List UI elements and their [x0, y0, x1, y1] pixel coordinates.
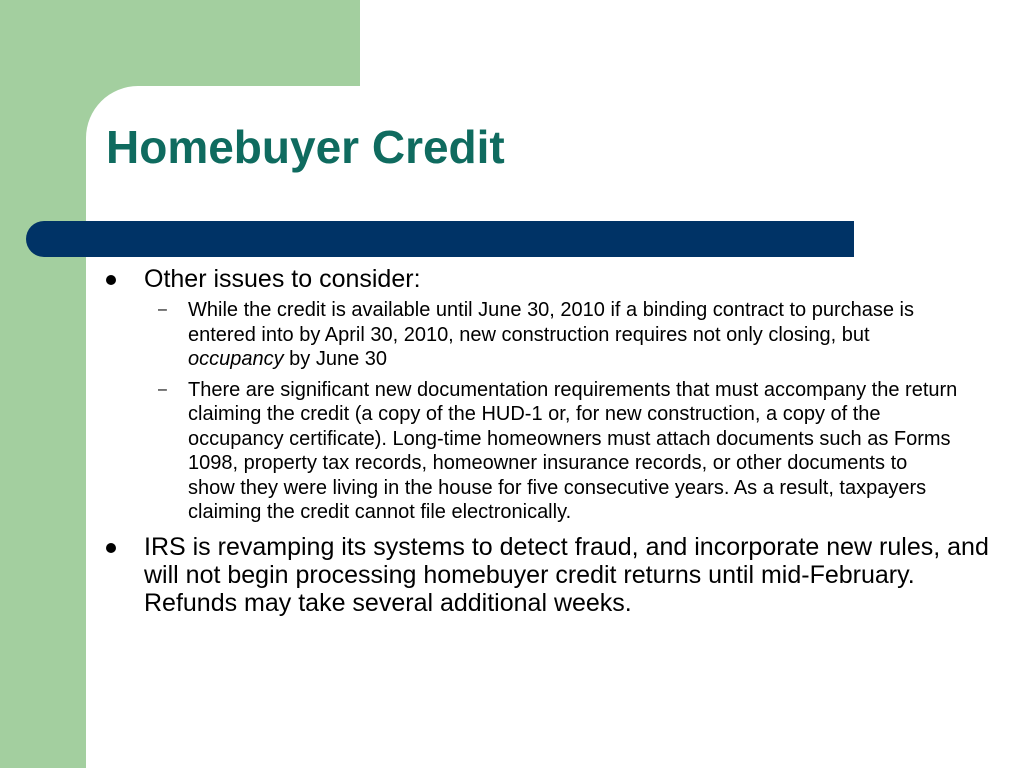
- title-accent-bar: [26, 221, 854, 257]
- emphasized-word: occupancy: [188, 348, 284, 370]
- slide-title: Homebuyer Credit: [106, 121, 505, 173]
- bullet-item-1: [106, 265, 1006, 293]
- sub-bullet-text: There are significant new documentation requirements that must accompany the return claiming the credit (a copy of the HUD-1 or, for new construction, a copy of the occupancy certificate). Long-time homeowners must attach documents such as Forms 1098, property tax records, homeowner insurance records, or other documents to show they were living in the house for five consecutive years. As a result, taxpayers claiming the credit cannot file electronically.: [188, 378, 958, 523]
- bullet-dot-icon: [106, 275, 116, 285]
- sub-bullet-text-start: While the credit is available until June 30, 2010 if a binding contract to purchase is entered into by April 30, 2010, new construction requires not only closing, but: [188, 299, 914, 346]
- sub-bullet-text-end: by June 30: [283, 348, 388, 370]
- bullet-text: IRS is revamping its systems to detect fraud, and incorporate new rules, and will not begin processing homebuyer credit returns until mid-February. Refunds may take several additional weeks.: [144, 532, 989, 617]
- sub-bullet-text: [188, 299, 914, 370]
- sub-bullet-item-2: [158, 378, 958, 525]
- dash-icon: –: [158, 380, 167, 398]
- dash-icon: –: [158, 301, 167, 318]
- slide-body: [106, 265, 1006, 622]
- bullet-dot-icon: [106, 543, 116, 553]
- bullet-item-2: [106, 533, 1006, 617]
- bullet-text: Other issues to consider:: [144, 265, 421, 293]
- sub-bullet-item-1: [158, 298, 958, 372]
